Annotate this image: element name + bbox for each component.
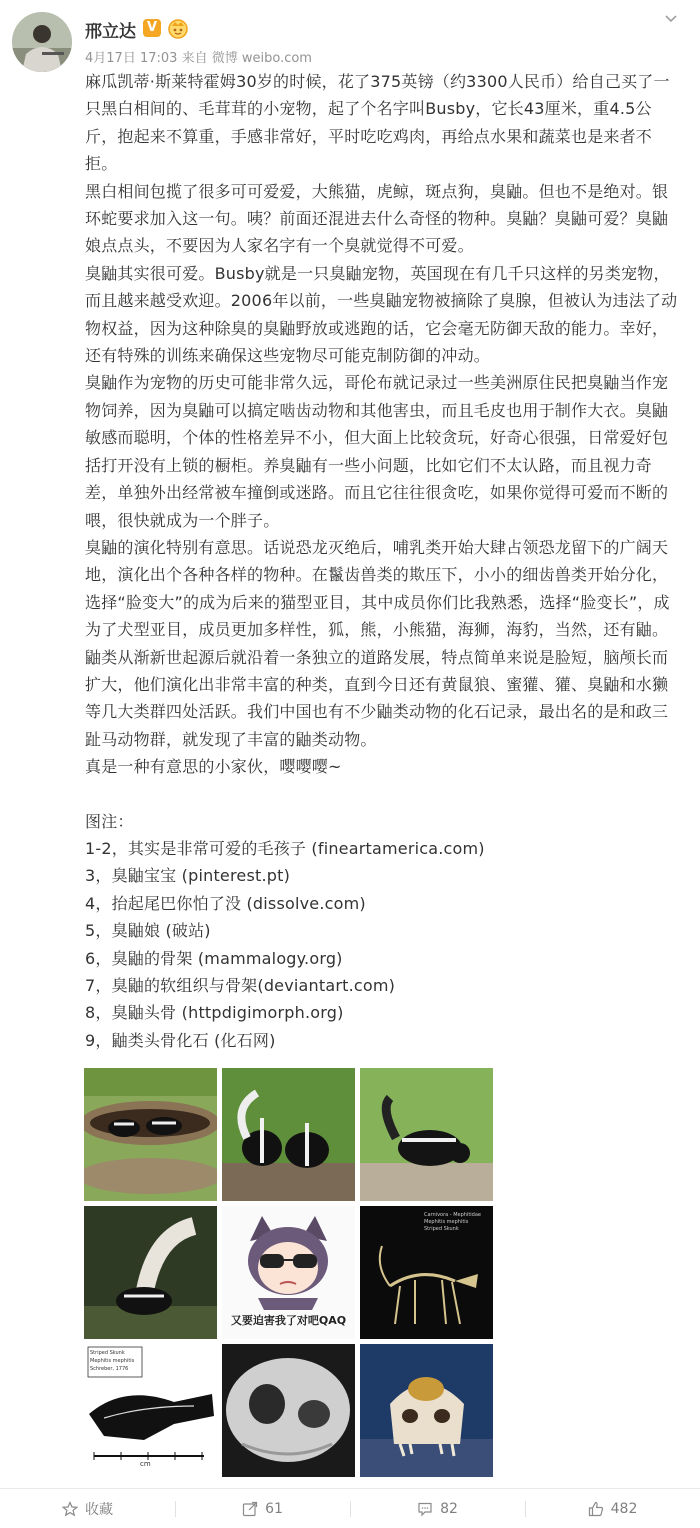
diagram-label: Striped Skunk Mephitis mephitis Schreber, 1776 [90,1350,135,1372]
star-icon [62,1501,78,1517]
like-count: 482 [610,1500,638,1517]
captions-title: 图注： [85,811,134,831]
verified-badge-icon: V [143,19,161,37]
repost-button[interactable] [175,1489,350,1528]
caption-item: 1-2，其实是非常可爱的毛孩子 (fineartamerica.com) [85,838,485,858]
paragraph: 臭鼬的演化特别有意思。话说恐龙灭绝后，哺乳类开始大肆占领恐龙留下的广阔天地，演化出个各种各样的物种。在鬣齿兽类的欺压下，小小的细齿兽类开始分化，选择“脸变大”的成为后来的猫型亚目，其中成员你们比我熟悉，选择“脸变长”，成为了犬型亚目，成员更加多样性，狐，熊，小熊猫，海狮，海豹，当然，还有鼬。鼬类从渐新世起源后就沿着一条独立的道路发展，特点简单来说是脸短，脑颅长而扩大，他们演化出非常丰富的种类，直到今日还有黄鼠狼、蜜獾、獾、臭鼬和水獭等几大类群四处活跃。我们中国也有不少鼬类动物的化石记录，最出名的是和政三趾马动物群，就发现了丰富的鼬类动物。 [85,537,670,749]
repost-icon [242,1501,258,1517]
author-avatar[interactable] [12,12,72,72]
post-date[interactable]: 4月17日 17:03 [85,51,178,66]
caption-item: 7，臭鼬的软组织与骨架(deviantart.com) [85,976,396,995]
comment-count: 82 [440,1500,458,1517]
thumbs-up-icon [588,1501,604,1517]
image-thumb-7[interactable] [84,1344,217,1477]
favorite-label: 收藏 [85,1501,113,1518]
image-thumb-9[interactable] [360,1344,493,1477]
post-body [85,68,683,1054]
caption-item: 3，臭鼬宝宝 (pinterest.pt) [85,866,291,886]
image-thumb-8[interactable] [222,1344,355,1477]
more-chevron-down-icon[interactable] [664,10,678,31]
post-source[interactable]: 微博 weibo.com [211,51,312,66]
post-meta [85,47,312,66]
like-button[interactable] [525,1489,700,1528]
caption-item: 6，臭鼬的骨架 (mammalogy.org) [85,948,343,968]
action-bar [0,1489,700,1528]
author-name[interactable]: 邢立达 [85,22,136,42]
comment-button[interactable] [350,1489,525,1528]
caption-item: 9，鼬类头骨化石 (化石网) [85,1030,276,1050]
image-captions [85,808,683,1055]
vip-crown-icon [167,17,189,39]
from-label: 来自 [181,51,208,66]
caption-item: 5，臭鼬娘 (破站) [85,921,211,941]
image-thumb-4[interactable] [84,1206,217,1339]
avatar-photo [12,12,72,72]
diagram-scale-label: cm [140,1460,151,1468]
image-grid [84,1068,492,1477]
paragraph: 臭鼬其实很可爱。Busby就是一只臭鼬宠物，英国现在有几千只这样的另类宠物，而且越来越受欢迎。2006年以前，一些臭鼬宠物被摘除了臭腺，但被认为违法了动物权益，因为这种除臭的臭鼬野放或逃跑的话，它会毫无防御天敌的能力。幸好，还有特殊的训练来确保这些宠物尽可能克制防御的冲动。 [85,263,678,366]
anime-caption: 又要迫害我了对吧QAQ [230,1314,347,1327]
favorite-button[interactable] [0,1489,175,1528]
paragraph: 黑白相间包揽了很多可可爱爱，大熊猫，虎鲸，斑点狗，臭鼬。但也不是绝对。银环蛇要求加入这一句。咦？前面还混进去什么奇怪的物种。臭鼬？臭鼬可爱？臭鼬娘点点头，不要因为人家名字有一个臭就觉得不可爱。 [85,181,669,256]
paragraph: 臭鼬作为宠物的历史可能非常久远，哥伦布就记录过一些美洲原住民把臭鼬当作宠物饲养，因为臭鼬可以搞定啮齿动物和其他害虫，而且毛皮也用于制作大衣。臭鼬敏感而聪明，个体的性格差异不小，但大面上比较贪玩，好奇心很强，日常爱好包括打开没有上锁的橱柜。养臭鼬有一些小问题，比如它们不太认路，而且视力奇差，单独外出经常被车撞倒或迷路。而且它往往很贪吃，如果你觉得可爱而不断的喂，很快就成为一个胖子。 [85,373,669,530]
caption-item: 8，臭鼬头骨 (httpdigimorph.org) [85,1003,344,1023]
image-thumb-5[interactable] [222,1206,355,1339]
paragraph: 真是一种有意思的小家伙，嘤嘤嘤~ [85,757,342,777]
caption-item: 4，抬起尾巴你怕了没 (dissolve.com) [85,893,366,913]
skeleton-label: Carnivora - Mephitidae Mephitis mephitis Striped Skunk [424,1212,481,1232]
image-thumb-1[interactable] [84,1068,217,1201]
repost-count: 61 [265,1500,283,1517]
image-thumb-6[interactable] [360,1206,493,1339]
paragraph: 麻瓜凯蒂·斯莱特霍姆30岁的时候，花了375英镑（约3300人民币）给自己买了一只黑白相间的、毛茸茸的小宠物，起了个名字叫Busby，它长43厘米，重4.5公斤，抱起来不算重，手感非常好，平时吃吃鸡肉，再给点水果和蔬菜也是来者不拒。 [85,72,670,174]
image-thumb-2[interactable] [222,1068,355,1201]
comment-icon [417,1501,433,1517]
image-thumb-3[interactable] [360,1068,493,1201]
